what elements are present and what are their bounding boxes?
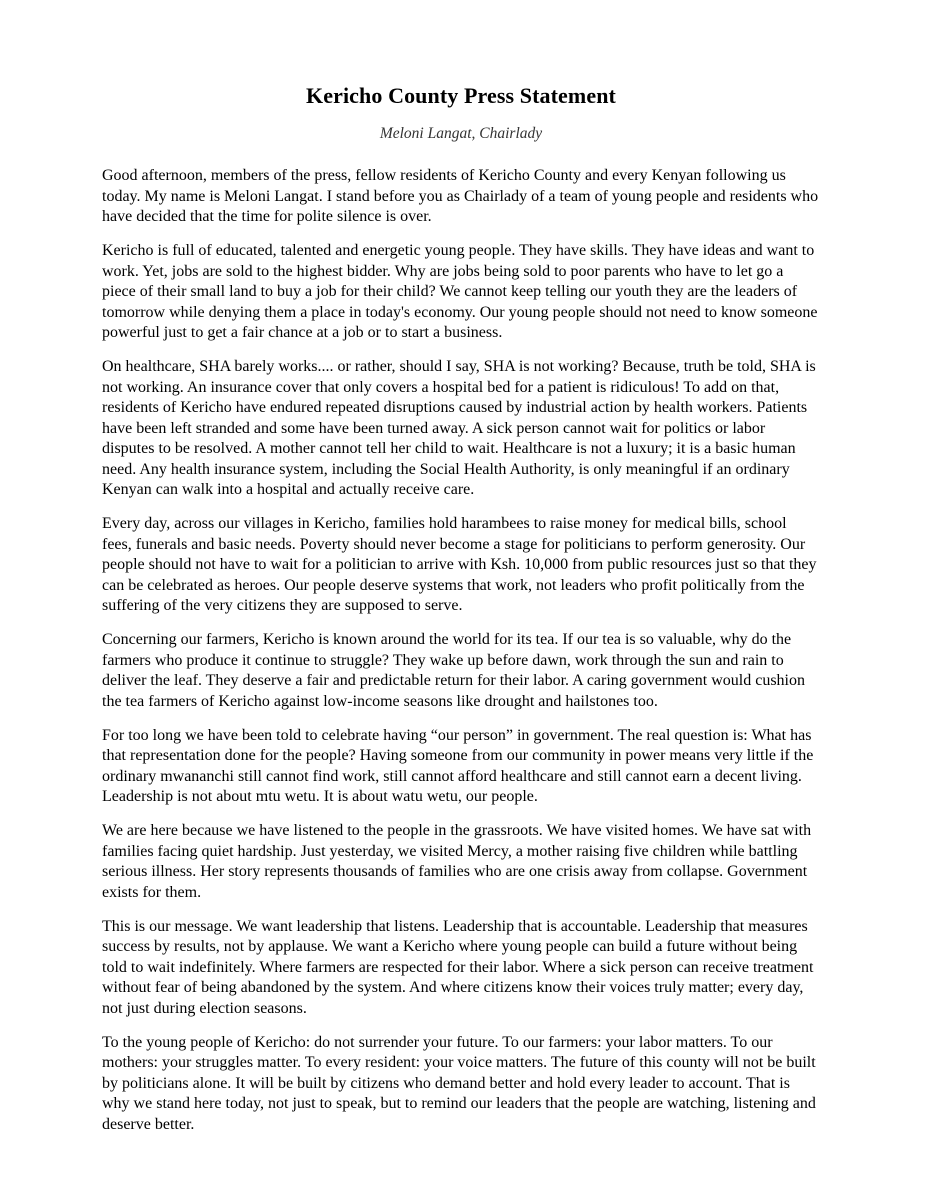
document-author: Meloni Langat, Chairlady: [379, 125, 543, 142]
paragraph-greeting: Good afternoon, members of the press, fellow residents of Kericho County and every Kenyan following us today. My name is Meloni Langat. I stand before you as Chairlady of a team of young people and residents who have decided that the time for polite silence is over.: [102, 167, 819, 225]
paragraph-message: This is our message. We want leadership that listens. Leadership that is accountable. Leadership that measures success by results, not by applause. We want a Kericho where young people can build a future without being told to wait indefinitely. Where farmers are respected for their labor. Where a sick person can receive treatment without fear of being abandoned by the system. And where citizens know their voices truly matter; every day, not just during election seasons.: [102, 917, 814, 1017]
paragraph-youth-jobs: Kericho is full of educated, talented and energetic young people. They have skills. They have ideas and want to work. Yet, jobs are sold to the highest bidder. Why are jobs being sold to poor parents who have to let go a piece of their small land to buy a job for their child? We cannot keep telling our youth they are the leaders of tomorrow while denying them a place in today's economy. Our young people should not need to know someone powerful just to get a fair chance at a job or to start a business.: [102, 242, 818, 341]
document-title: Kericho County Press Statement: [306, 83, 616, 108]
paragraph-harambees: Every day, across our villages in Kericho, families hold harambees to raise money for medical bills, school fees, funerals and basic needs. Poverty should never become a stage for politicians to perform generosity. Our people should not have to wait for a politician to arrive with Ksh. 10,000 from public resources just so that they can be celebrated as heroes. Our people deserve systems that work, not leaders who profit politically from the suffering of the very citizens they are supposed to serve.: [102, 515, 817, 614]
paragraph-grassroots: We are here because we have listened to the people in the grassroots. We have visited homes. We have sat with families facing quiet hardship. Just yesterday, we visited Mercy, a mother raising five children while battling serious illness. Her story represents thousands of families who are one crisis away from collapse. Government exists for them.: [102, 822, 812, 901]
paragraph-representation: For too long we have been told to celebrate having “our person” in government. The real question is: What has that representation done for the people? Having someone from our community in power means very little if the ordinary mwananchi still cannot find work, still cannot afford healthcare and still cannot earn a decent living. Leadership is not about mtu wetu. It is about watu wetu, our people.: [102, 726, 814, 805]
paragraph-healthcare: On healthcare, SHA barely works.... or rather, should I say, SHA is not working? Because, truth be told, SHA is not working. An insurance cover that only covers a hospital bed for a patient is ridiculous! To add on that, residents of Kericho have endured repeated disruptions caused by industrial action by health workers. Patients have been left stranded and some have been turned away. A sick person cannot wait for politics or labor disputes to be resolved. A mother cannot tell her child to wait. Healthcare is not a luxury; it is a basic human need. Any health insurance system, including the Social Health Authority, is only meaningful if an ordinary Kenyan can walk into a hospital and actually receive care.: [102, 358, 816, 498]
paragraph-closing: To the young people of Kericho: do not surrender your future. To our farmers: your labor matters. To our mothers: your struggles matter. To every resident: your voice matters. The future of this county will not be built by politicians alone. It will be built by citizens who demand better and hold every leader to account. That is why we stand here today, not just to speak, but to remind our leaders that the people are watching, listening and deserve better.: [102, 1033, 816, 1133]
paragraph-farmers: Concerning our farmers, Kericho is known around the world for its tea. If our tea is so valuable, why do the farmers who produce it continue to struggle? They wake up before dawn, work through the sun and rain to deliver the leaf. They deserve a fair and predictable return for their labor. A caring government would cushion the tea farmers of Kericho against low-income seasons like drought and hailstones too.: [102, 631, 805, 710]
statement-body: [102, 166, 820, 1135]
